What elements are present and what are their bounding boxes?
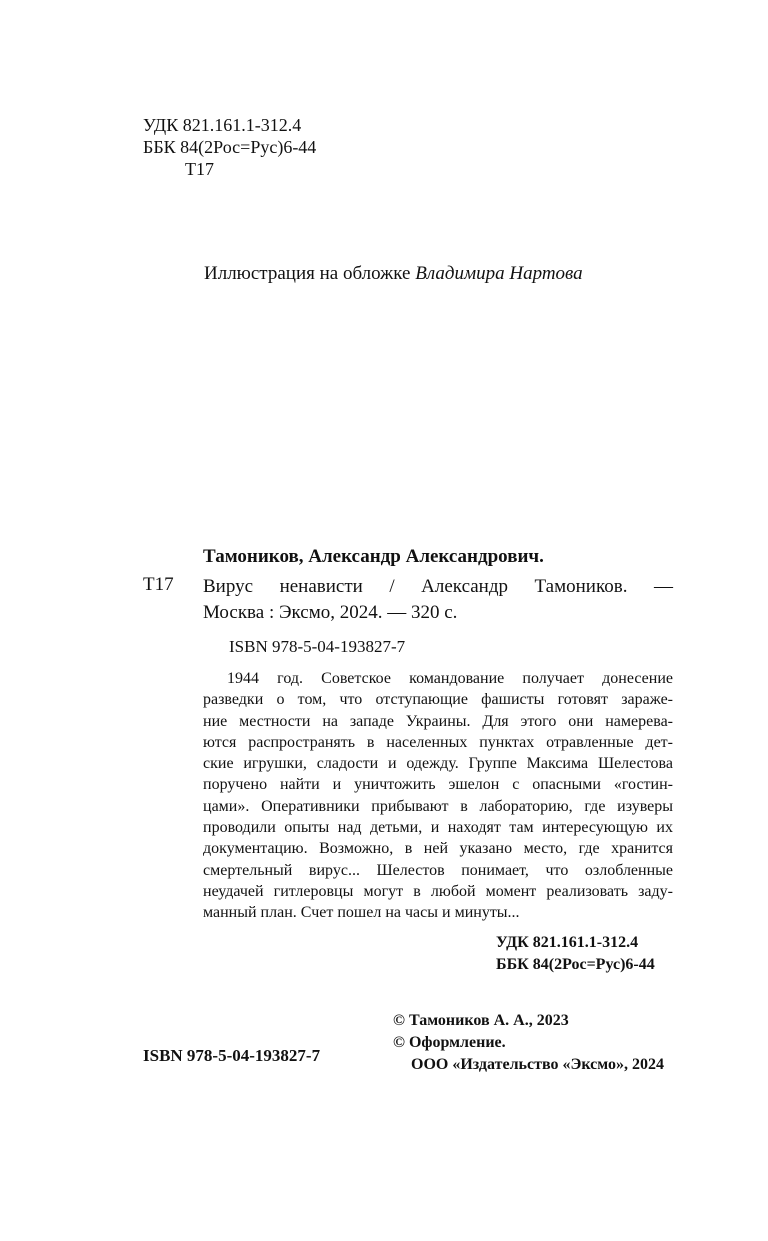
catalog-isbn: ISBN 978-5-04-193827-7 <box>229 637 406 656</box>
annotation-line: документацию. Возможно, в ней указано место, где хранится <box>203 840 673 858</box>
annotation-text <box>203 668 673 924</box>
catalog-classification-block <box>496 932 655 976</box>
illustration-credit <box>204 262 583 286</box>
copyright-publisher: ООО «Издательство «Эксмо», 2024 <box>411 1056 664 1073</box>
bbk-code: ББК 84(2Рос=Рус)6-44 <box>143 137 317 157</box>
annotation-line: неудачей гитлеровцы могут в любой момент реализовать заду- <box>203 882 673 900</box>
catalog-publication-line: Москва : Эксмо, 2024. — 320 с. <box>203 602 458 623</box>
udk-code: УДК 821.161.1-312.4 <box>143 115 302 135</box>
illustration-artist: Владимира Нартова <box>415 263 583 284</box>
top-classification-block <box>143 114 316 180</box>
copyright-block <box>393 1010 664 1076</box>
annotation-line: манный план. Счет пошел на часы и минуты... <box>203 904 520 922</box>
annotation-line: смертельный вирус... Шелестов понимает, что озлобленные <box>203 861 673 879</box>
illustration-prefix: Иллюстрация на обложке <box>204 263 416 284</box>
annotation-line: ские игрушки, сладости и одежду. Группе Максима Шелестова <box>203 755 673 773</box>
copyright-author: © Тамоников А. А., 2023 <box>393 1012 569 1029</box>
annotation-line: разведки о том, что отступающие фашисты готовят зараже- <box>203 691 673 709</box>
catalog-title-line: Вирус ненависти / Александр Тамоников. — <box>203 576 673 597</box>
catalog-author-mark: Т17 <box>143 574 174 595</box>
annotation-line: ние местности на западе Украины. Для этого они намерева- <box>203 712 673 730</box>
copyright-design: © Оформление. <box>393 1034 506 1051</box>
annotation-line: поручено найти и уничтожить эшелон с опасными «гостин- <box>203 776 673 794</box>
catalog-udk-code: УДК 821.161.1-312.4 <box>496 934 639 951</box>
annotation-line: цами». Оперативники прибывают в лабораторию, где изуверы <box>203 797 673 815</box>
author-mark: Т17 <box>185 159 214 179</box>
catalog-bbk-code: ББК 84(2Рос=Рус)6-44 <box>496 956 655 973</box>
annotation-line: 1944 год. Советское командование получает донесение <box>227 670 673 687</box>
annotation-line: проводили опыты над детьми, и находят там интересующую их <box>203 819 673 837</box>
catalog-author-heading: Тамоников, Александр Александрович. <box>203 546 544 567</box>
annotation-line: ются распространять в населенных пунктах отравленные дет- <box>203 733 673 751</box>
isbn-bottom: ISBN 978-5-04-193827-7 <box>143 1046 321 1065</box>
